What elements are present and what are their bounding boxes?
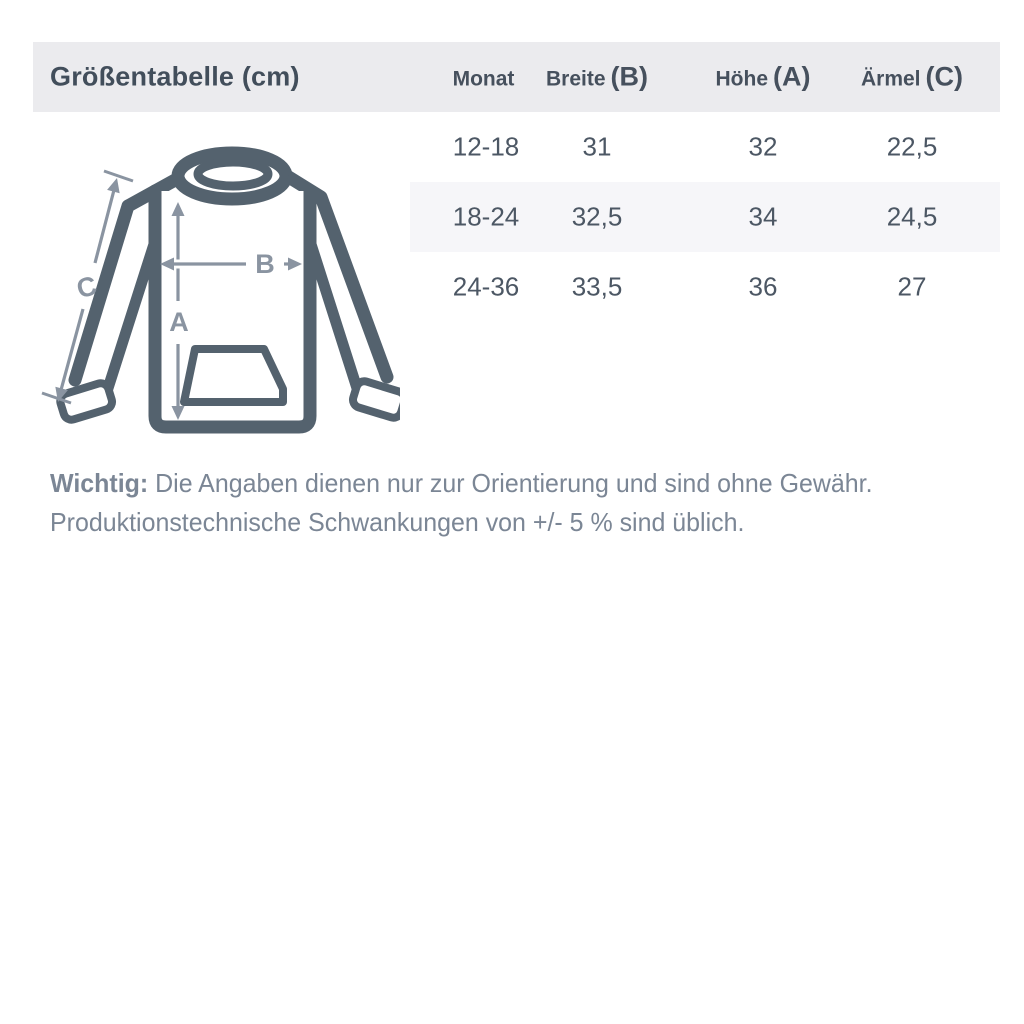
- column-header-label: Höhe: [715, 67, 769, 91]
- dimension-label-c: C: [73, 270, 100, 305]
- cell-breite: 32,5: [571, 201, 623, 232]
- cell-breite: 33,5: [571, 271, 623, 302]
- column-header-hoehe: [716, 62, 811, 93]
- table-row: [410, 182, 1000, 252]
- important-label: Wichtig:: [50, 468, 149, 498]
- disclaimer-line-2: Produktionstechnische Schwankungen von +/- 5 % sind üblich.: [50, 507, 745, 537]
- table-row: [410, 112, 1000, 182]
- cell-aermel: 22,5: [886, 131, 938, 162]
- column-header-aermel: [861, 62, 963, 93]
- column-header-monat: [453, 62, 520, 93]
- dimension-label-b: B: [255, 249, 275, 279]
- column-header-letter: (B): [610, 61, 649, 92]
- cell-aermel: 27: [897, 271, 927, 302]
- column-header-breite: [546, 62, 648, 93]
- page-title: Größentabelle (cm): [50, 61, 300, 92]
- dimension-label-a: A: [169, 307, 189, 337]
- column-header-label: Monat: [452, 67, 515, 91]
- column-header-letter: (A): [773, 61, 811, 92]
- right-cuff: [351, 379, 400, 419]
- cell-hoehe: 32: [748, 131, 778, 162]
- cell-breite: 31: [582, 131, 612, 162]
- column-header-label: Breite: [545, 67, 606, 91]
- size-chart-header-band: [33, 42, 1000, 112]
- hoodie-measurement-diagram: [40, 135, 400, 445]
- cell-monat: 24-36: [452, 271, 520, 302]
- table-row: [410, 252, 1000, 322]
- table-column-headers: [410, 42, 1000, 112]
- column-header-label: Ärmel: [860, 67, 921, 91]
- cell-monat: 12-18: [452, 131, 520, 162]
- cell-hoehe: 34: [748, 201, 778, 232]
- column-header-letter: (C): [925, 61, 964, 92]
- disclaimer-line-1: Wichtig: Die Angaben dienen nur zur Orientierung und sind ohne Gewähr.: [50, 468, 873, 498]
- kangaroo-pocket: [184, 349, 283, 402]
- hoodie-outline-icon: [58, 153, 400, 427]
- cell-monat: 18-24: [452, 201, 520, 232]
- disclaimer-note: [50, 464, 972, 542]
- cell-hoehe: 36: [748, 271, 778, 302]
- cell-aermel: 24,5: [886, 201, 938, 232]
